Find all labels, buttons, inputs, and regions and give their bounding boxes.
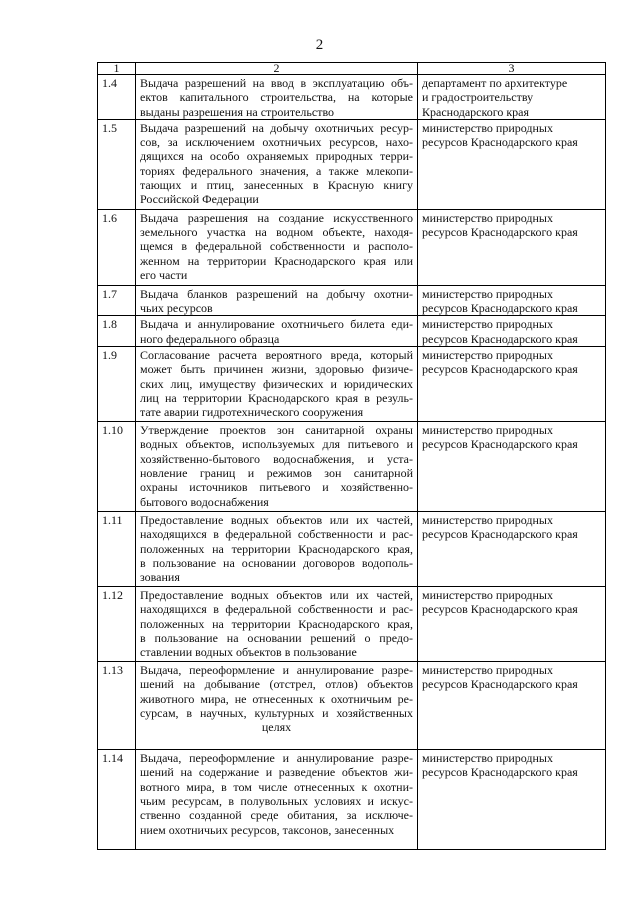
- service-line: тающих и птиц, занесенных в Красную книгу: [140, 178, 413, 193]
- department-line: Краснодарского края: [422, 104, 530, 119]
- service-line: ских лиц, имуществу физических и юридических: [140, 376, 413, 391]
- service-description: [136, 587, 418, 662]
- table-row: [98, 316, 606, 347]
- service-line: Предоставление водных объектов или их частей,: [140, 588, 413, 603]
- service-line: водных объектов, используемых для питьевого и: [140, 437, 413, 452]
- department-line: ресурсов Краснодарского края: [422, 437, 578, 452]
- responsible-department: [418, 209, 606, 285]
- service-line: сурсам, в научных, культурных и хозяйственных: [140, 705, 413, 720]
- service-line: его части: [140, 268, 188, 283]
- responsible-department: [418, 285, 606, 316]
- column-header-number: 1: [98, 63, 136, 75]
- department-line: министерство природных: [422, 513, 553, 528]
- department-line: и градостроительству: [422, 90, 534, 105]
- department-line: министерство природных: [422, 286, 553, 301]
- service-line: выданы разрешения на строительство: [140, 104, 335, 119]
- department-line: ресурсов Краснодарского края: [422, 301, 578, 316]
- service-line: щемся в федеральной собственности и располо-: [140, 239, 413, 254]
- table-row: [98, 587, 606, 662]
- service-line: охраны источников питьевого и хозяйственно-: [140, 480, 413, 495]
- service-line: целях: [261, 720, 292, 735]
- item-number: 1.9: [98, 347, 136, 422]
- department-line: ресурсов Краснодарского края: [422, 135, 578, 150]
- department-line: министерство природных: [422, 751, 553, 766]
- department-line: министерство природных: [422, 663, 553, 678]
- department-line: министерство природных: [422, 210, 553, 225]
- service-line: в пользование на основании договоров водополь-: [140, 555, 413, 570]
- table-row: [98, 285, 606, 316]
- service-line: ственно созданной среде обитания, за исключе-: [140, 808, 413, 823]
- service-line: положенных на территории Краснодарского края,: [140, 541, 413, 556]
- service-line: сов, за исключением охотничьих ресурсов, нахо-: [140, 135, 413, 150]
- service-line: Утверждение проектов зон санитарной охраны: [140, 423, 413, 438]
- service-line: положенных на территории Краснодарского края,: [140, 616, 413, 631]
- department-line: ресурсов Краснодарского края: [422, 331, 578, 346]
- service-line: ного федерального образца: [140, 331, 280, 346]
- department-line: ресурсов Краснодарского края: [422, 225, 578, 240]
- department-line: ресурсов Краснодарского края: [422, 602, 578, 617]
- table-row: [98, 75, 606, 120]
- item-number: 1.11: [98, 512, 136, 587]
- table-row: [98, 347, 606, 422]
- service-description: [136, 119, 418, 209]
- table-row: [98, 119, 606, 209]
- department-line: министерство природных: [422, 423, 553, 438]
- service-description: [136, 209, 418, 285]
- table-row: [98, 209, 606, 285]
- services-table: [97, 62, 606, 850]
- service-description: [136, 422, 418, 512]
- service-description: [136, 750, 418, 850]
- responsible-department: [418, 512, 606, 587]
- responsible-department: [418, 587, 606, 662]
- item-number: 1.4: [98, 75, 136, 120]
- service-line: шений на добывание (отстрел, отлов) объектов: [140, 677, 413, 692]
- department-line: министерство природных: [422, 588, 553, 603]
- department-line: ресурсов Краснодарского края: [422, 765, 578, 780]
- department-line: министерство природных: [422, 317, 553, 332]
- item-number: 1.7: [98, 285, 136, 316]
- page-number: 2: [315, 37, 324, 53]
- item-number: 1.10: [98, 422, 136, 512]
- service-line: земельного участка на водном объекте, находя-: [140, 225, 413, 240]
- item-number: 1.14: [98, 750, 136, 850]
- service-line: новление границ и режимов зон санитарной: [140, 465, 413, 480]
- service-line: дящихся на особо охраняемых природных терри-: [140, 149, 413, 164]
- service-line: бытового водоснабжения: [140, 494, 269, 509]
- service-description: [136, 347, 418, 422]
- service-line: находящихся в федеральной собственности и рас-: [140, 527, 413, 542]
- service-description: [136, 662, 418, 750]
- service-line: Выдача и аннулирование охотничьего билета еди-: [140, 317, 413, 332]
- service-line: находящихся в федеральной собственности и рас-: [140, 602, 413, 617]
- service-line: ектов капитального строительства, на которые: [140, 90, 413, 105]
- service-description: [136, 316, 418, 347]
- responsible-department: [418, 316, 606, 347]
- service-line: в пользование на основании решений о предо-: [140, 630, 413, 645]
- department-line: ресурсов Краснодарского края: [422, 527, 578, 542]
- service-description: [136, 512, 418, 587]
- service-line: Выдача, переоформление и аннулирование разре-: [140, 663, 413, 678]
- service-line: женном на территории Краснодарского края или: [140, 253, 413, 268]
- service-line: тате аварии гидротехнического сооружения: [140, 405, 364, 420]
- responsible-department: [418, 422, 606, 512]
- responsible-department: [418, 662, 606, 750]
- service-line: Согласование расчета вероятного вреда, который: [140, 348, 413, 363]
- service-line: шений на содержание и разведение объектов жи-: [140, 765, 413, 780]
- service-line: Выдача разрешения на создание искусственного: [140, 210, 413, 225]
- responsible-department: [418, 750, 606, 850]
- item-number: 1.12: [98, 587, 136, 662]
- service-line: животного мира, не отнесенных к охотничьим ре-: [140, 691, 413, 706]
- table-row: [98, 750, 606, 850]
- service-line: ставлении водных объектов в пользование: [140, 645, 357, 660]
- service-line: чьих ресурсов: [140, 301, 213, 316]
- service-line: нием охотничьих ресурсов, таксонов, занесенных: [140, 822, 395, 837]
- item-number: 1.6: [98, 209, 136, 285]
- service-line: вотного мира, в том числе отнесенных к охотни-: [140, 779, 413, 794]
- responsible-department: [418, 347, 606, 422]
- table-row: [98, 662, 606, 750]
- item-number: 1.5: [98, 119, 136, 209]
- service-line: зования: [140, 570, 180, 585]
- service-description: [136, 75, 418, 120]
- service-line: Предоставление водных объектов или их частей,: [140, 513, 413, 528]
- service-line: хозяйственно-бытового водоснабжения, и уста-: [140, 451, 413, 466]
- responsible-department: [418, 75, 606, 120]
- table-row: [98, 512, 606, 587]
- service-line: лиц на территории Краснодарского края в резуль-: [140, 390, 413, 405]
- service-line: ториях федерального значения, а также млекопи-: [140, 163, 413, 178]
- department-line: министерство природных: [422, 348, 553, 363]
- item-number: 1.13: [98, 662, 136, 750]
- table-row: [98, 422, 606, 512]
- service-line: Выдача бланков разрешений на добычу охотни-: [140, 286, 413, 301]
- item-number: 1.8: [98, 316, 136, 347]
- service-line: Выдача разрешений на ввод в эксплуатацию объ-: [140, 76, 413, 90]
- responsible-department: [418, 119, 606, 209]
- department-line: ресурсов Краснодарского края: [422, 677, 578, 692]
- service-line: Выдача, переоформление и аннулирование разре-: [140, 751, 413, 766]
- column-header-service: 2: [136, 63, 418, 75]
- column-header-department: 3: [418, 63, 606, 75]
- service-line: Выдача разрешений на добычу охотничьих ресур-: [140, 120, 413, 135]
- department-line: департамент по архитектуре: [422, 76, 568, 90]
- service-line: Российской Федерации: [140, 192, 259, 207]
- service-line: может быть причинен жизни, здоровью физиче-: [140, 362, 413, 377]
- table-header-row: [98, 63, 606, 75]
- service-line: чьим ресурсам, в полувольных условиях и искус-: [140, 793, 413, 808]
- department-line: министерство природных: [422, 120, 553, 135]
- service-description: [136, 285, 418, 316]
- department-line: ресурсов Краснодарского края: [422, 362, 578, 377]
